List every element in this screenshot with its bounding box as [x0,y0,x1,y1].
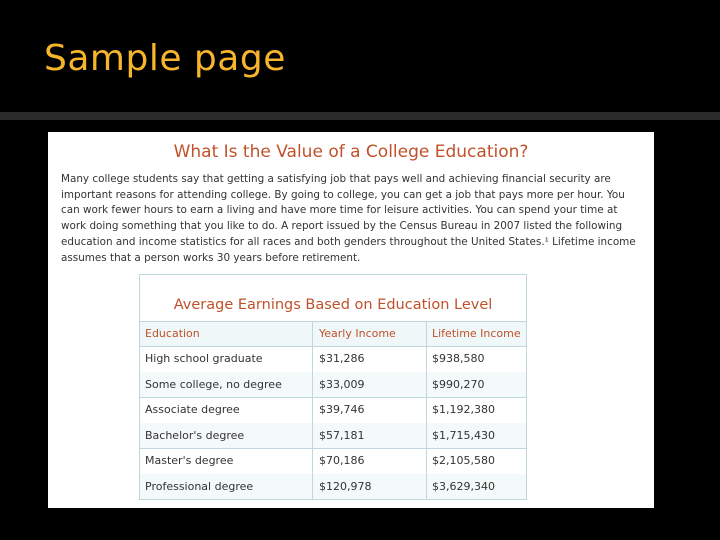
cell-education: Associate degree [145,403,240,416]
document-heading: What Is the Value of a College Education? [173,142,529,162]
column-divider [312,321,313,499]
column-header-education: Education [145,327,200,340]
table-row [140,346,526,373]
table-row [140,474,526,500]
cell-education: Bachelor's degree [145,428,245,442]
cell-education: High school graduate [145,352,263,365]
table-row [140,423,526,450]
cell-lifetime-income: $1,192,380 [432,403,495,416]
cell-yearly-income: $33,009 [319,377,365,391]
document-image [48,132,654,508]
column-header-lifetime-income: Lifetime Income [432,327,521,340]
cell-lifetime-income: $2,105,580 [432,454,495,467]
cell-education: Professional degree [145,479,254,493]
cell-yearly-income: $57,181 [319,428,365,442]
slide-title: Sample page [44,38,286,79]
cell-lifetime-income: $938,580 [432,352,485,365]
cell-education: Master's degree [145,454,234,467]
title-divider [0,112,720,120]
earnings-table [139,274,527,500]
table-row [140,448,526,475]
column-divider [426,321,427,499]
cell-lifetime-income: $1,715,430 [432,428,495,442]
cell-lifetime-income: $990,270 [432,377,485,391]
table-row [140,372,526,399]
document-paragraph: Many college students say that getting a satisfying job that pays well and achieving financial security are important reasons for attending college. By going to college, you can get a job that pays more per hour. You can work fewer hours to earn a living and have more time for leisure activities. You can spend your time at work doing something that you like to do. A report issued by the Census Bureau in 2007 listed the following education and income statistics for all races and both genders throughout the United States.¹ Lifetime income assumes that a person works 30 years before retirement. [61,173,636,264]
cell-lifetime-income: $3,629,340 [432,479,495,493]
cell-yearly-income: $70,186 [319,454,365,467]
cell-education: Some college, no degree [145,377,282,391]
cell-yearly-income: $31,286 [319,352,365,365]
cell-yearly-income: $39,746 [319,403,365,416]
table-row [140,397,526,424]
cell-yearly-income: $120,978 [319,479,372,493]
table-header [140,321,526,347]
table-title: Average Earnings Based on Education Level [173,297,493,313]
column-header-yearly-income: Yearly Income [319,327,396,340]
